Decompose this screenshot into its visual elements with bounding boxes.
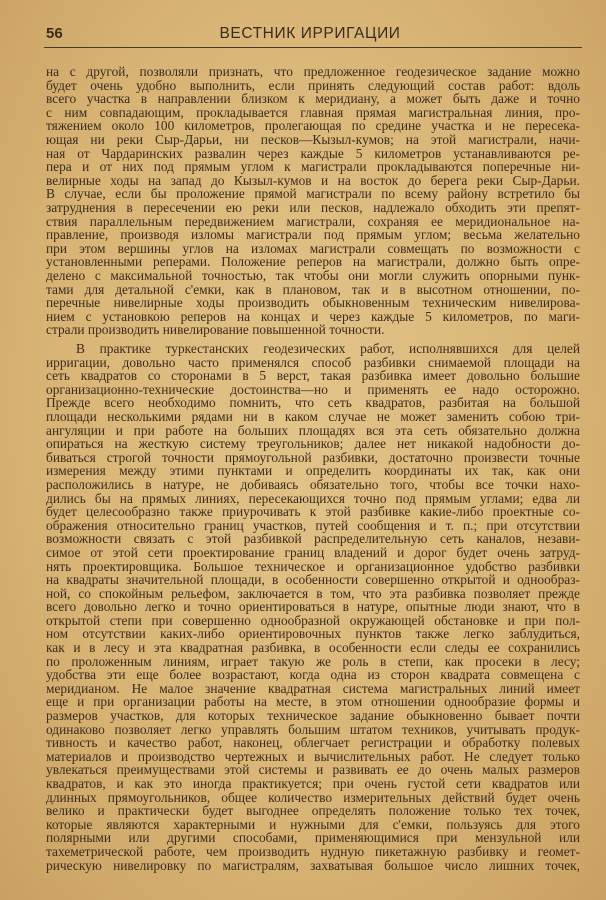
text-line: площади несколькими рядами ни в каком случае не может заменить собою три- xyxy=(46,408,580,424)
text-line: будет целесообразно также приурочивать к этой разбивке какие-либо проектные со- xyxy=(46,504,580,520)
text-line: ной, со спокойным рельефом, заключается в том, что эта разбивка позволяет прежде xyxy=(46,585,580,601)
text-line: возможности связать с этой разбивкой распределительную сеть каналов, незави- xyxy=(46,531,580,547)
text-line: одинаково позволяет легко управлять большим штатом техников, учитывать продук- xyxy=(46,721,580,737)
text-line: ирригации, довольно часто применялся способ разбивки снимаемой площади на xyxy=(46,354,580,370)
running-title: ВЕСТНИК ИРРИГАЦИИ xyxy=(219,25,401,42)
text-line: как и в лесу и эта квадратная разбивка, в особенности если следы ее сохранились xyxy=(46,640,580,656)
text-line: тивность и качество работ, наконец, облегчает регистрации и обработку полевых xyxy=(46,735,580,751)
text-line: перечные нивелирные ходы производить обыкновенным техническим нивелирова- xyxy=(46,295,580,311)
text-line: страли производить нивелирование повышенной точности. xyxy=(46,322,385,338)
text-line: еще и при организации работы на месте, в этом отношении однообразие формы и xyxy=(46,694,580,710)
text-line: всего довольно легко и точно ориентироваться в натуре, опытные люди знают, что в xyxy=(46,599,580,615)
text-line: В случае, если бы проложение прямой магистрали по всему району встретило бы xyxy=(46,186,580,202)
text-line: симое от этой сети проектирование границ владений и дорог будет очень затруд- xyxy=(46,544,580,560)
text-line: ющая ни реки Сыр-Дарьи, ни песков—Кызыл-кумов; на этой магистрали, начи- xyxy=(46,131,580,147)
text-line: по проложенным линиям, играет такую же роль в степи, как просеки в лесу; xyxy=(46,653,580,669)
text-line: делено с максимальной точностью, так чтобы они могли служить опорными пунк- xyxy=(46,267,580,283)
text-line: ствия параллельным передвижением магистрали, сохраняя ее меридиональное на- xyxy=(46,213,580,229)
text-line: на квадраты значительной площади, в особенности совершенно открытой и однообраз- xyxy=(46,572,580,588)
text-line: на с другой, позволяли признать, что предложенное геодезическое задание можно xyxy=(46,64,580,79)
text-line: В практике туркестанских геодезических работ, исполнявшихся для целей xyxy=(76,341,580,356)
text-line: всего участка в направлении близком к меридиану, а может быть даже и точно xyxy=(46,91,580,107)
text-line: ная от Чардаринских развалин через каждые 5 километров устанавливаются ре- xyxy=(46,145,580,161)
text-line: меридианом. Не малое значение квадратная система магистральных линий имеет xyxy=(46,680,580,696)
text-line: тахеметрической работе, чем производить нудную пикетажную разбивку и геомет- xyxy=(46,843,580,859)
text-line: рическую нивелировку по магистралям, захватывая большое число лишних точек, xyxy=(46,857,580,873)
text-line: ангуляции и при работе на больших площадях вся эта сеть обязательно должна xyxy=(46,422,580,438)
text-line: расположились в натуре, не добиваясь обязательно того, чтобы все точки нахо- xyxy=(46,476,580,492)
text-line: дились бы на прямых линиях, пересекающихся точно под прямым углами; едва ли xyxy=(46,490,580,506)
text-line: опираться на жесткую систему треугольников; далее нет никакой надобности до- xyxy=(46,436,580,452)
paragraph-2 xyxy=(46,342,580,872)
text-line: затруднения в пересечении ею реки или песков, надлежало обходить эти препят- xyxy=(46,199,580,215)
text-line: при этом вершины углов на изломах магистрали совмещать по возможности с xyxy=(46,240,580,256)
text-line: полярными или другими способами, применяющимися при мензульной или xyxy=(46,830,580,846)
text-line: биваться строгой точности прямоугольной разбивки, достаточно произвести точные xyxy=(46,449,580,465)
text-line: нием с установкою реперов на концах и через каждые 5 километров, по маги- xyxy=(46,308,580,324)
text-line: ображения относительно границ участков, путей сообщения и т. п.; при отсутствии xyxy=(46,517,580,533)
text-line: ном отсутствии каких-либо ориентировочных пунктов также легко заблудиться, xyxy=(46,626,580,642)
text-line: организационно-технические достоинства—но и применять ее надо осторожно. xyxy=(46,381,580,397)
text-line: которые являются характерными и нужными для с'емки, пользуясь для этого xyxy=(46,816,580,832)
header-rule xyxy=(44,47,582,48)
text-line: пера и от них под прямым углом к магистрали прокладываются поперечные ни- xyxy=(46,159,580,175)
text-line: открытой степи при совершенно однообразной окружающей обстановке и при пол- xyxy=(46,612,580,628)
text-line: Прежде всего необходимо помнить, что сеть квадратов, разбитая на большой xyxy=(46,395,580,411)
text-line: тами для детальной с'емки, как в плановом, так и в высотном отношении, по- xyxy=(46,281,580,297)
text-line: сеть квадратов со сторонами в 5 верст, такая разбивка имеет довольно большие xyxy=(46,368,580,384)
text-line: размеров участков, для которых техническое задание обыкновенно бывает почти xyxy=(46,708,580,724)
text-line: квадратов, и как это иногда практикуется; при очень густой сети квадратов или xyxy=(46,776,580,791)
page-number: 56 xyxy=(46,25,63,42)
text-line: тяжением около 100 километров, пролегающая по средине участка и не пересека- xyxy=(46,118,580,134)
text-line: установленными реперами. Положение реперов на магистрали, должно быть опре- xyxy=(46,254,580,270)
text-line: с ним совпадающим, прокладывается главная прямая магистральная линия, про- xyxy=(46,104,580,120)
text-line: измерения между этими пунктами и определить координаты их так, как они xyxy=(46,463,580,479)
text-line: удобства эти еще более возрастают, когда одна из сторон квадрата совмещена с xyxy=(46,667,580,683)
paragraph-1 xyxy=(46,65,580,337)
text-line: велирные ходы на запад до Кызыл-кумов и на восток до берега реки Сыр-Дарьи. xyxy=(46,172,580,188)
text-line: велико и практически будет выгоднее определять положение только тех точек, xyxy=(46,803,580,819)
text-line: материалов и производство чертежных и вычислительных работ. Не следует только xyxy=(46,748,580,764)
text-line: будет очень удобно выполнить, если принять следующий состав работ: вдоль xyxy=(46,77,580,93)
text-line: нять проектировщика. Большое техническое и организационное удобство разбивки xyxy=(46,558,580,574)
text-line: правление, производя изломы магистрали под прямым углом; весьма желательно xyxy=(46,227,580,243)
text-line: длинных прямоугольников, общее количество измерительных действий будет очень xyxy=(46,789,580,805)
text-line: увлекаться преимуществами этой системы и развивать ее до очень малых размеров xyxy=(46,762,580,778)
